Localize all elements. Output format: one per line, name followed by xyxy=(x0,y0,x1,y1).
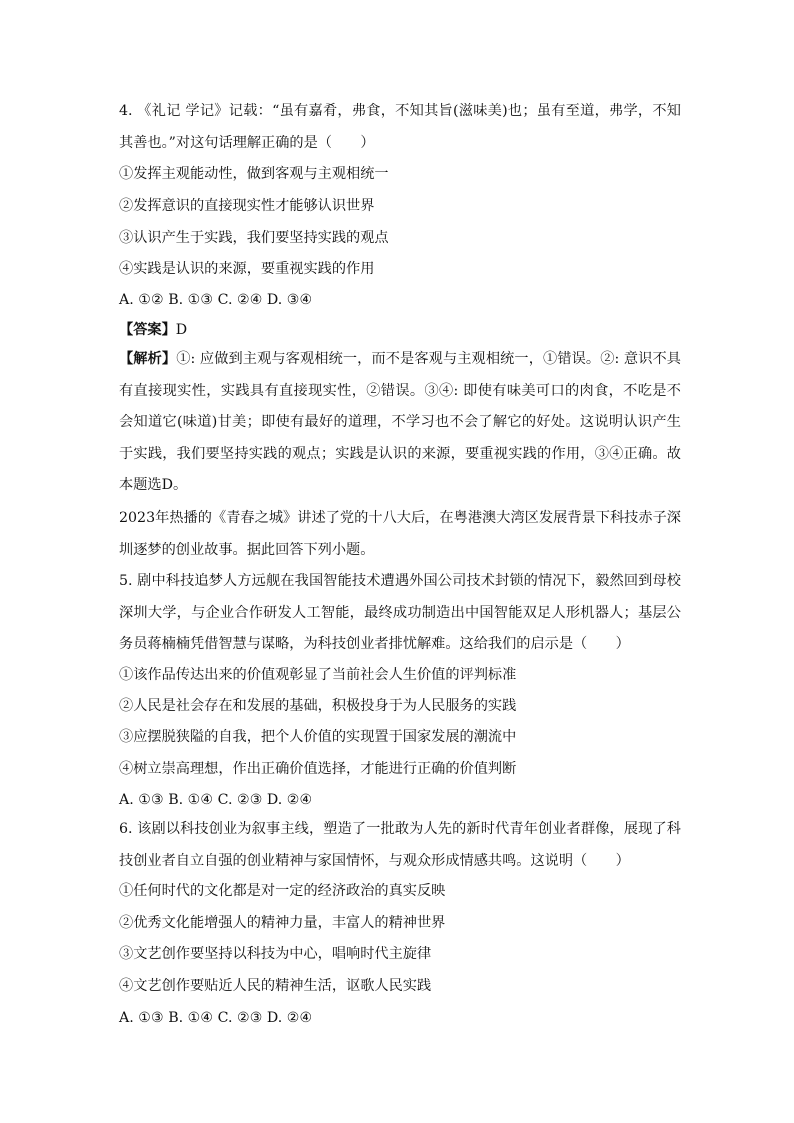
q6-option-3: ③文艺创作要坚持以科技为中心，唱响时代主旋律 xyxy=(119,946,432,962)
q4-answer xyxy=(119,320,679,340)
q5-option-4: ④树立崇高理想，作出正确价值选择，才能进行正确的价值判断 xyxy=(119,761,517,777)
q5-stem: 5. 剧中科技追梦人方远舰在我国智能技术遭遇外国公司技术封锁的情况下，毅然回到母校深圳大学，与企业合作研发人工智能，最终成功制造出中国智能双足人形机器人；基层公务员蒋楠楠凭借智慧与谋略，为科技创业者排忧解难。这给我们的启示是（ ） xyxy=(119,573,681,652)
q6-stem: 6. 该剧以科技创业为叙事主线，塑造了一批敢为人先的新时代青年创业者群像，展现了科技创业者自立自强的创业精神与家国情怀，与观众形成情感共鸣。这说明（ ） xyxy=(119,821,681,869)
q6-choices: A. ①③ B. ①④ C. ②③ D. ②④ xyxy=(119,1010,313,1026)
q6-option-1: ①任何时代的文化都是对一定的经济政治的真实反映 xyxy=(119,883,446,899)
q4-option-3: ③认识产生于实践，我们要坚持实践的观点 xyxy=(119,230,389,246)
q4-option-4: ④实践是认识的来源，要重视实践的作用 xyxy=(119,261,375,277)
q4-choices: A. ①② B. ①③ C. ②④ D. ③④ xyxy=(119,292,313,308)
answer-value: D xyxy=(175,322,188,338)
q6-option-2: ②优秀文化能增强人的精神力量，丰富人的精神世界 xyxy=(119,915,446,931)
q5-choices: A. ①③ B. ①④ C. ②③ D. ②④ xyxy=(119,792,313,808)
q6-option-4: ④文艺创作要贴近人民的精神生活，讴歌人民实践 xyxy=(119,978,432,994)
q4-option-1: ①发挥主观能动性，做到客观与主观相统一 xyxy=(119,166,389,182)
q4-option-2: ②发挥意识的直接现实性才能够认识世界 xyxy=(119,198,375,214)
q4-analysis xyxy=(119,344,681,502)
q5-option-2: ②人民是社会存在和发展的基础，积极投身于为人民服务的实践 xyxy=(119,698,517,714)
q5-option-1: ①该作品传达出来的价值观彰显了当前社会人生价值的评判标准 xyxy=(119,667,517,683)
analysis-label: 【解析】 xyxy=(119,351,177,367)
passage-intro: 2023年热播的《青春之城》讲述了党的十八大后，在粤港澳大湾区发展背景下科技赤子深圳逐梦的创业故事。据此回答下列小题。 xyxy=(119,510,681,558)
analysis-text: ①: 应做到主观与客观相统一，而不是客观与主观相统一，①错误。②: 意识不具有直接现实性，实践具有直接现实性，②错误。③④: 即使有味美可口的肉食，不吃是不会知道它(味道)甘美；即使有最好的道理，不学习也不会了解它的好处。这说明认识产生于实践，我们要坚持实践的观点；实践是认识的来源，要重视实践的作用，③④正确。故本题选D。 xyxy=(119,351,681,493)
answer-label: 【答案】 xyxy=(119,322,176,338)
q5-option-3: ③应摆脱狭隘的自我，把个人价值的实现置于国家发展的潮流中 xyxy=(119,729,517,745)
q4-stem: 4. 《礼记 学记》记载：“虽有嘉肴，弗食，不知其旨(滋味美)也；虽有至道，弗学，不知其善也。”对这句话理解正确的是（ ） xyxy=(119,103,681,151)
